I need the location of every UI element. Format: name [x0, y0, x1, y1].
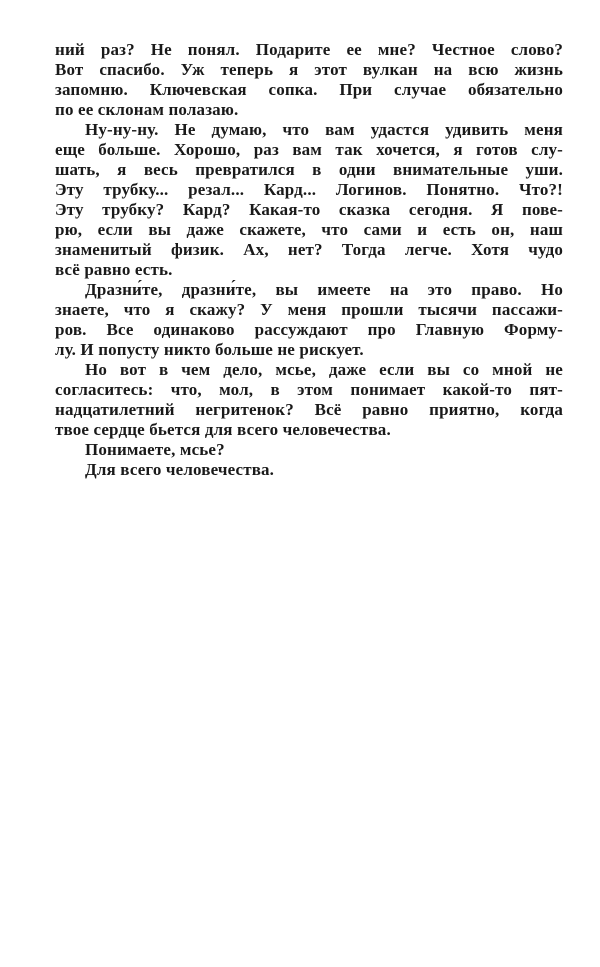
text-line: рю, если вы даже скажете, что сами и есть он, наш: [55, 220, 563, 239]
text-line: ний раз? Не понял. Подарите ее мне? Честное слово?: [55, 40, 563, 59]
paragraph: [55, 40, 563, 120]
text-line: Ну-ну-ну. Не думаю, что вам удастся удивить меня: [85, 120, 563, 139]
text-line: Эту трубку? Кард? Какая-то сказка сегодня. Я пове-: [55, 200, 563, 219]
text-line: знаменитый физик. Ах, нет? Тогда легче. Хотя чудо: [55, 240, 563, 259]
text-line: всё равно есть.: [55, 260, 173, 279]
text-line: Эту трубку... резал... Кард... Логинов. Понятно. Что?!: [55, 180, 563, 199]
text-line: шать, я весь превратился в одни внимательные уши.: [55, 160, 563, 179]
text-line: согласитесь: что, мол, в этом понимает какой-то пят-: [55, 380, 563, 399]
text-line: лу. И попусту никто больше не рискует.: [55, 340, 364, 359]
paragraph: [55, 280, 563, 360]
paragraph: [55, 120, 563, 280]
text-line: знаете, что я скажу? У меня прошли тысячи пассажи-: [55, 300, 563, 319]
text-line: твое сердце бьется для всего человечества.: [55, 420, 391, 439]
text-line: ров. Все одинаково рассуждают про Главную Форму-: [55, 320, 563, 339]
text-line: Для всего человечества.: [85, 460, 275, 479]
text-line: Вот спасибо. Уж теперь я этот вулкан на всю жизнь: [55, 60, 563, 79]
text-line: надцатилетний негритенок? Всё равно приятно, когда: [55, 400, 563, 419]
text-line: Дразни́те, дразни́те, вы имеете на это право. Но: [85, 280, 563, 299]
book-page-text: [55, 40, 563, 480]
text-line: по ее склонам полазаю.: [55, 100, 239, 119]
text-line: Но вот в чем дело, мсье, даже если вы со мной не: [85, 360, 563, 379]
text-line: еще больше. Хорошо, раз вам так хочется, я готов слу-: [55, 140, 563, 159]
paragraph: [55, 460, 563, 480]
paragraph: [55, 440, 563, 460]
text-line: запомню. Ключевская сопка. При случае обязательно: [55, 80, 563, 99]
text-line: Понимаете, мсье?: [85, 440, 225, 459]
paragraph: [55, 360, 563, 440]
